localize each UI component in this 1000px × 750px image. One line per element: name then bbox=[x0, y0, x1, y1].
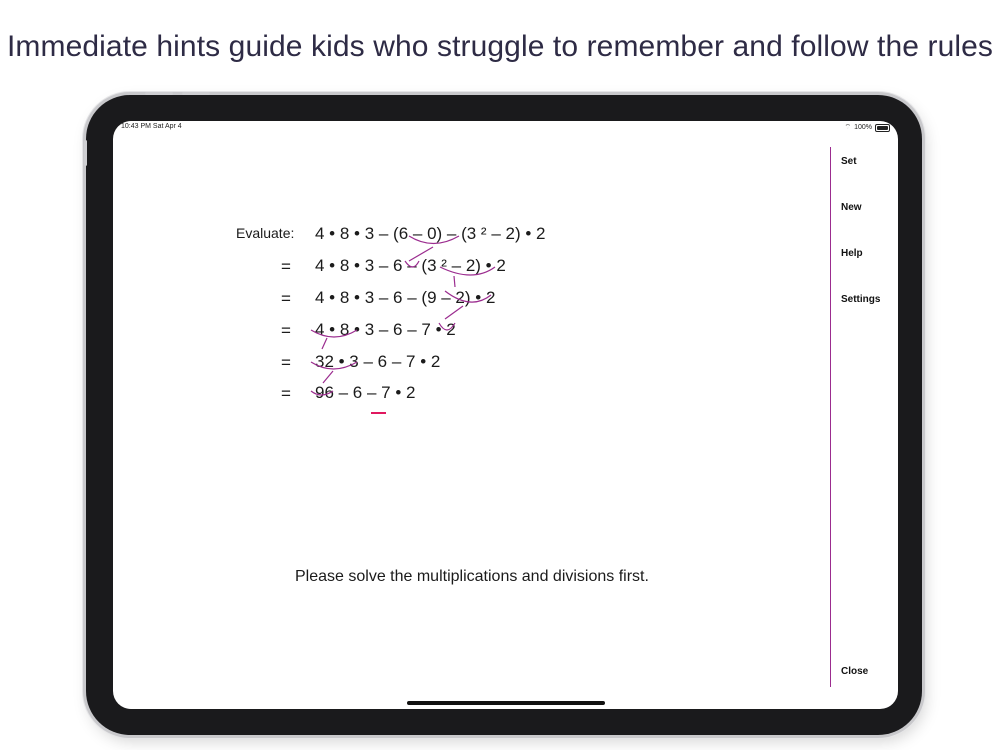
equals-sign: = bbox=[281, 289, 291, 308]
equals-sign: = bbox=[281, 321, 291, 340]
hint-arcs bbox=[113, 121, 898, 709]
battery-percent: 100% bbox=[854, 124, 872, 131]
expression-line: 4 • 8 • 3 – 6 – (3 ² – 2) • 2 bbox=[315, 256, 506, 275]
side-button bbox=[84, 140, 87, 166]
hint-connector bbox=[323, 371, 333, 383]
equals-sign: = bbox=[281, 257, 291, 276]
close-button[interactable]: Close bbox=[841, 666, 869, 677]
settings-button[interactable]: Settings bbox=[841, 294, 881, 305]
set-button[interactable]: Set bbox=[841, 156, 857, 167]
status-indicators bbox=[845, 123, 891, 132]
hint-connector bbox=[454, 276, 455, 287]
expression-line: 4 • 8 • 3 – 6 – (9 – 2) • 2 bbox=[315, 288, 496, 307]
expression-line: 96 – 6 – 7 • 2 bbox=[315, 383, 416, 402]
sidebar-divider bbox=[830, 147, 831, 687]
new-button[interactable]: New bbox=[841, 202, 862, 213]
headline: Immediate hints guide kids who struggle to remember and follow the rules bbox=[6, 30, 994, 63]
help-button[interactable]: Help bbox=[841, 248, 863, 259]
answer-cursor bbox=[371, 412, 386, 414]
equals-sign: = bbox=[281, 384, 291, 403]
top-button bbox=[145, 92, 173, 95]
hint-message: Please solve the multiplications and divisions first. bbox=[295, 568, 649, 585]
wifi-icon: ⌔ bbox=[844, 124, 852, 131]
app-screen bbox=[113, 121, 898, 709]
equals-sign: = bbox=[281, 353, 291, 372]
home-indicator bbox=[407, 701, 605, 705]
evaluate-label: Evaluate: bbox=[236, 225, 295, 241]
battery-icon bbox=[875, 124, 890, 132]
expression-line: 4 • 8 • 3 – 6 – 7 • 2 bbox=[315, 320, 456, 339]
expression-line: 4 • 8 • 3 – (6 – 0) – (3 ² – 2) • 2 bbox=[315, 224, 546, 243]
status-time-date: 10:43 PM Sat Apr 4 bbox=[121, 123, 182, 130]
expression-line: 32 • 3 – 6 – 7 • 2 bbox=[315, 352, 441, 371]
top-button bbox=[182, 92, 210, 95]
